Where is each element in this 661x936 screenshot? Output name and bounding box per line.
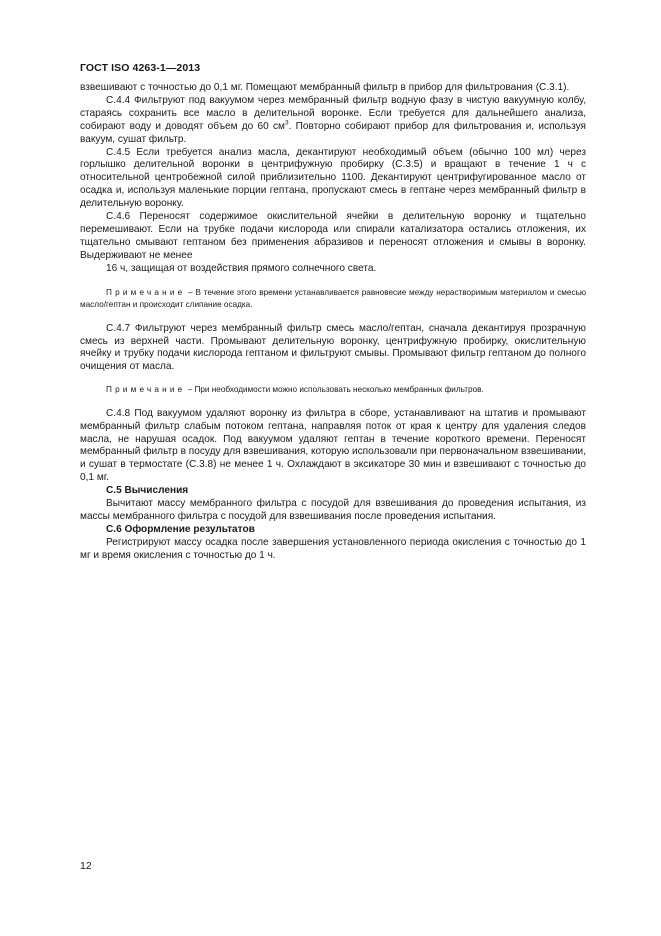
note-label: Примечание (106, 287, 186, 297)
clause-c44-text-b: . Повторно собирают прибор для фильтрования и, используя вакуум, сушат фильтр. (80, 120, 586, 145)
section-c6-heading: С.6 Оформление результатов (106, 523, 255, 535)
note-label: Примечание (106, 385, 186, 395)
section-c5-text: Вычитают массу мембранного фильтра с посудой для взвешивания до проведения испытания, из массы мембранного фильтра с посудой для взвешивания после проведения испытания. (80, 498, 586, 522)
clause-c44-text-a: С.4.4 Фильтруют под вакуумом через мембранный фильтр водную фазу в чистую вакуумную колбу, стараясь сохранить все масло в делительной воронке. Если требуется для дальнейшего анализа, собирают воду и доводят объем до 60 см (80, 94, 586, 132)
clause-c46-continuation: 16 ч, защищая от воздействия прямого солнечного света. (106, 262, 377, 274)
superscript-3: 3 (284, 119, 289, 127)
page-number: 12 (80, 860, 92, 872)
note-2-text: – При необходимости можно использовать несколько мембранных фильтров. (185, 385, 484, 395)
section-c6-text: Регистрируют массу осадка после завершения установленного периода окисления с точностью до 1 мг и время окисления с точностью до 1 ч. (80, 536, 586, 561)
note-1-text: – В течение этого времени устанавливается равновесие между нерастворимым материалом и смесью масло/гептан и происходит слипание осадка. (80, 287, 586, 310)
document-body (80, 82, 586, 563)
clause-c48: С.4.8 Под вакуумом удаляют воронку из фильтра в сборе, устанавливают на штатив и промывают мембранный фильтр слабым потоком гептана, направляя поток от края к центру для удаления следов масла, не нарушая осадок. Под вакуумом удаляют гептан в течение короткого времени. Переносят мембранный фильтр в посуду для взвешивания, которую использовали при первоначальном взвешивании, и сушат в термостате (С.3.8) не менее 1 ч. Охлаждают в эксикаторе 30 мин и взвешивают с точностью до 0,1 мг. (80, 407, 586, 484)
document-header: ГОСТ ISO 4263-1—2013 (80, 62, 201, 74)
paragraph-continuation: взвешивают с точностью до 0,1 мг. Помещают мембранный фильтр в прибор для фильтрования (С.3.1). (80, 82, 570, 93)
clause-c44 (80, 95, 586, 147)
note-2 (80, 384, 586, 397)
clause-c47: С.4.7 Фильтруют через мембранный фильтр смесь масло/гептан, сначала декантируя прозрачную смесь из верхней части. Промывают делительную воронку, центрифужную пробирку, окислительную ячейку и трубку подачи кислорода гептаном и фильтруют смывы. Промывают фильтр гептаном до полного очищения от масла. (80, 322, 586, 373)
clause-c45: С.4.5 Если требуется анализ масла, декантируют необходимый объем (обычно 100 мл) через горлышко делительной воронки в центрифужную пробирку (С.3.5) и вращают в течение 1 ч с относительной центробежной силой приблизительно 1100. Декантируют центрифугированное масло от осадка и, используя маленькие порции гептана, пропускают смесь в гептане через мембранный фильтр в делительную воронку. (80, 146, 586, 210)
section-c5-heading: С.5 Вычисления (106, 485, 189, 497)
note-1 (80, 287, 586, 312)
clause-c46: С.4.6 Переносят содержимое окислительной ячейки в делительную воронку и тщательно перемешивают. Если на трубке подачи кислорода или спирали катализатора остались отложения, их тщательно смывают гептаном без применения абразивов и переносят отложения и смывы в воронку. Выдерживают не менее (80, 211, 586, 261)
